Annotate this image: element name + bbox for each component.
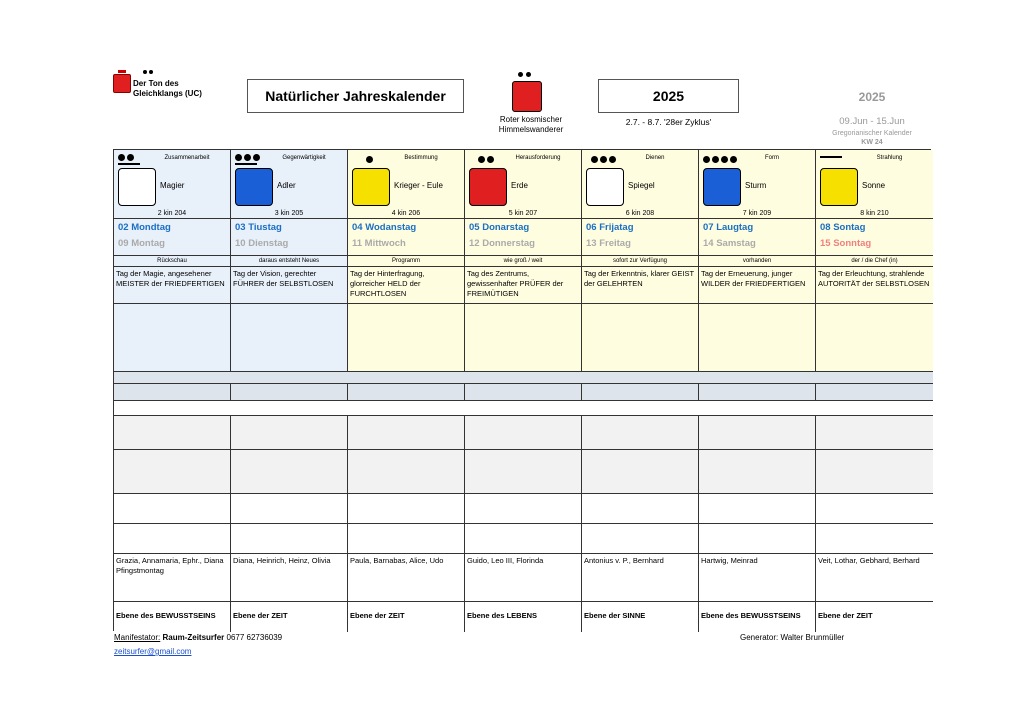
empty-cell — [465, 384, 582, 401]
name-days: Hartwig, Meinrad — [701, 556, 758, 565]
separator-row — [114, 401, 930, 416]
day-level: Ebene der ZEIT — [350, 611, 405, 620]
kin-number: 3 kin 205 — [274, 210, 304, 217]
description-cell — [465, 267, 582, 304]
empty-cell — [582, 494, 699, 524]
empty-cell — [114, 416, 231, 450]
tone-theme: Strahlung — [876, 155, 903, 161]
kin-number: 2 kin 204 — [157, 210, 187, 217]
day-level: Ebene des BEWUSSTSEINS — [701, 611, 801, 620]
day-name-cell — [582, 219, 699, 256]
empty-cell — [699, 416, 816, 450]
empty-cell — [465, 450, 582, 494]
logo-dots-icon — [143, 70, 153, 74]
description-cell — [816, 267, 933, 304]
gregorian-day-name: 14 Samstag — [703, 238, 756, 249]
natural-day-name: 02 Mondtag — [118, 222, 171, 233]
day-level: Ebene der SINNE — [584, 611, 646, 620]
natural-day-name: 07 Laugtag — [703, 222, 754, 233]
empty-cell — [348, 416, 465, 450]
seal-glyph-icon — [820, 168, 858, 206]
gregorian-day-name: 13 Freitag — [586, 238, 631, 249]
day-caption: sofort zur Verfügung — [612, 258, 668, 264]
empty-cell — [348, 450, 465, 494]
day-name-cell — [348, 219, 465, 256]
empty-cell — [816, 450, 933, 494]
name-days: Grazia, Annamaria, Ephr., Diana Pfingstmontag — [116, 556, 224, 575]
calendar-grid — [113, 149, 931, 631]
seal-glyph-icon — [703, 168, 741, 206]
caption-cell — [582, 256, 699, 267]
gregorian-day-name: 12 Donnerstag — [469, 238, 535, 249]
caption-cell — [231, 256, 348, 267]
day-name-cell — [465, 219, 582, 256]
day-description: Tag der Erneuerung, junger WILDER der FRIEDFERTIGEN — [701, 269, 806, 288]
caption-cell — [348, 256, 465, 267]
greg-year: 2025 — [858, 90, 886, 104]
empty-cell — [816, 304, 933, 372]
empty-cell — [114, 304, 231, 372]
level-cell — [816, 602, 933, 632]
kin-number: 7 kin 209 — [742, 210, 772, 217]
empty-cell — [699, 494, 816, 524]
empty-cell — [699, 450, 816, 494]
logo-title: Der Ton des Gleichklangs (UC) — [133, 79, 202, 98]
seal-icon — [511, 72, 543, 116]
description-cell — [582, 267, 699, 304]
name-days: Paula, Barnabas, Alice, Udo — [350, 556, 444, 565]
seal-caption: Roter kosmischer Himmelswanderer — [498, 115, 564, 134]
level-cell — [582, 602, 699, 632]
manifestator — [114, 633, 282, 642]
empty-cell — [231, 304, 348, 372]
week-number: KW 24 — [861, 139, 883, 146]
greg-label: Gregorianischer Kalender — [832, 130, 912, 137]
level-cell — [231, 602, 348, 632]
caption-cell — [699, 256, 816, 267]
empty-cell — [699, 384, 816, 401]
natural-day-name: 04 Wodanstag — [352, 222, 417, 233]
empty-cell — [231, 450, 348, 494]
description-cell — [114, 267, 231, 304]
day-column — [465, 150, 582, 630]
seal-header-cell — [582, 150, 699, 219]
seal-glyph-icon — [352, 168, 390, 206]
natural-day-name: 08 Sontag — [820, 222, 866, 233]
day-description: Tag der Erleuchtung, strahlende AUTORITÄT der SELBSTLOSEN — [818, 269, 930, 288]
natural-day-name: 05 Donarstag — [469, 222, 530, 233]
empty-cell — [465, 304, 582, 372]
empty-cell — [348, 384, 465, 401]
tone-theme: Bestimmung — [404, 155, 438, 161]
seal-name: Sturm — [745, 181, 767, 190]
seal-glyph-icon — [118, 168, 156, 206]
seal-name: Erde — [511, 181, 528, 190]
empty-cell — [231, 384, 348, 401]
tone-icon — [118, 154, 140, 165]
name-days-cell — [816, 554, 933, 602]
empty-cell — [816, 384, 933, 401]
gregorian-day-name: 10 Dienstag — [235, 238, 289, 249]
day-level: Ebene des BEWUSSTSEINS — [116, 611, 216, 620]
day-column — [114, 150, 231, 630]
day-caption: daraus entsteht Neues — [258, 258, 320, 264]
day-caption: wie groß / weit — [503, 258, 543, 264]
empty-cell — [114, 450, 231, 494]
empty-cell — [582, 524, 699, 554]
day-caption: Rückschau — [157, 258, 187, 264]
day-description: Tag der Magie, angesehener MEISTER der FRIEDFERTIGEN — [116, 269, 225, 288]
tone-theme: Zusammenarbeit — [164, 155, 210, 161]
empty-cell — [582, 384, 699, 401]
seal-name: Adler — [277, 181, 296, 190]
day-caption: Programm — [391, 258, 420, 264]
manifestator-name: Raum-Zeitsurfer — [162, 633, 225, 642]
name-days: Antonius v. P., Bernhard — [584, 556, 664, 565]
day-caption: vorhanden — [742, 258, 772, 264]
generator: Generator: Walter Brunmüller — [740, 633, 845, 642]
logo — [113, 70, 131, 94]
day-name-cell — [699, 219, 816, 256]
gregorian-day-name: 11 Mittwoch — [352, 238, 406, 249]
empty-cell — [348, 524, 465, 554]
name-days-cell — [465, 554, 582, 602]
empty-cell — [114, 384, 231, 401]
seal-name: Magier — [160, 181, 185, 190]
caption-cell — [816, 256, 933, 267]
caption-cell — [465, 256, 582, 267]
gregorian-day-name: 15 Sonntag — [820, 238, 872, 249]
seal-header-cell — [816, 150, 933, 219]
seal-name: Krieger - Eule — [394, 181, 443, 190]
natural-day-name: 03 Tiustag — [235, 222, 282, 233]
day-column — [816, 150, 933, 630]
tone-theme: Form — [765, 155, 779, 161]
kin-number: 8 kin 210 — [860, 210, 889, 217]
separator-band — [114, 372, 930, 384]
day-column — [348, 150, 465, 630]
seal-header-cell — [465, 150, 582, 219]
cycle-range: 2.7. - 8.7. '28er Zyklus' — [625, 117, 712, 127]
empty-cell — [699, 304, 816, 372]
empty-cell — [816, 494, 933, 524]
year-box: 2025 — [598, 79, 739, 113]
empty-cell — [582, 304, 699, 372]
level-cell — [114, 602, 231, 632]
kin-number: 6 kin 208 — [625, 210, 655, 217]
tone-icon — [478, 156, 494, 163]
description-cell — [231, 267, 348, 304]
empty-cell — [465, 416, 582, 450]
tone-theme: Gegenwärtigkeit — [282, 155, 326, 161]
empty-cell — [348, 494, 465, 524]
seal-header-cell — [114, 150, 231, 219]
day-description: Tag des Zentrums, gewissenhafter PRÜFER der FREIMÜTIGEN — [467, 269, 564, 298]
empty-cell — [114, 524, 231, 554]
empty-cell — [816, 416, 933, 450]
empty-cell — [582, 450, 699, 494]
natural-day-name: 06 Frijatag — [586, 222, 634, 233]
day-level: Ebene der ZEIT — [233, 611, 288, 620]
manifestator-label: Manifestator: — [114, 633, 161, 642]
name-days-cell — [114, 554, 231, 602]
empty-cell — [699, 524, 816, 554]
day-column — [231, 150, 348, 630]
name-days: Diana, Heinrich, Heinz, Olivia — [233, 556, 331, 565]
seal-glyph-icon — [469, 168, 507, 206]
day-description: Tag der Erkenntnis, klarer GEIST der GELEHRTEN — [584, 269, 694, 288]
empty-cell — [465, 524, 582, 554]
day-name-cell — [816, 219, 933, 256]
seal-glyph-icon — [586, 168, 624, 206]
name-days: Veit, Lothar, Gebhard, Berhard — [818, 556, 920, 565]
empty-cell — [816, 524, 933, 554]
empty-cell — [582, 416, 699, 450]
empty-cell — [231, 524, 348, 554]
day-description: Tag der Vision, gerechter FÜHRER der SELBSTLOSEN — [233, 269, 334, 288]
caption-cell — [114, 256, 231, 267]
empty-cell — [231, 494, 348, 524]
seal-glyph-icon — [235, 168, 273, 206]
name-days: Guido, Leo III, Florinda — [467, 556, 544, 565]
kin-number: 5 kin 207 — [508, 210, 538, 217]
greg-range: 09.Jun - 15.Jun — [839, 116, 905, 127]
kin-number: 4 kin 206 — [391, 210, 421, 217]
tone-icon — [366, 156, 373, 163]
empty-cell — [465, 494, 582, 524]
tone-icon — [820, 154, 842, 158]
day-description: Tag der Hinterfragung, glorreicher HELD der FURCHTLOSEN — [350, 269, 425, 298]
name-days-cell — [582, 554, 699, 602]
empty-cell — [114, 494, 231, 524]
calendar-title: Natürlicher Jahreskalender — [247, 79, 464, 113]
email-link[interactable]: zeitsurfer@gmail.com — [114, 647, 192, 656]
name-days-cell — [348, 554, 465, 602]
level-cell — [465, 602, 582, 632]
day-caption: der / die Chef (in) — [851, 258, 898, 264]
empty-cell — [348, 304, 465, 372]
day-column — [582, 150, 699, 630]
day-level: Ebene des LEBENS — [467, 611, 538, 620]
description-cell — [348, 267, 465, 304]
name-days-cell — [231, 554, 348, 602]
level-cell — [348, 602, 465, 632]
seal-name: Spiegel — [628, 181, 655, 190]
seal-header-cell — [348, 150, 465, 219]
tone-icon — [235, 154, 260, 165]
seal-name: Sonne — [862, 181, 886, 190]
tone-theme: Dienen — [645, 155, 665, 161]
empty-cell — [231, 416, 348, 450]
seal-header-cell — [699, 150, 816, 219]
tone-theme: Herausforderung — [515, 155, 561, 161]
name-days-cell — [699, 554, 816, 602]
day-name-cell — [231, 219, 348, 256]
seal-header-cell — [231, 150, 348, 219]
level-cell — [699, 602, 816, 632]
day-level: Ebene der ZEIT — [818, 611, 873, 620]
day-column — [699, 150, 816, 630]
day-name-cell — [114, 219, 231, 256]
description-cell — [699, 267, 816, 304]
manifestator-phone: 0677 62736039 — [226, 633, 283, 642]
gregorian-day-name: 09 Montag — [118, 238, 165, 249]
